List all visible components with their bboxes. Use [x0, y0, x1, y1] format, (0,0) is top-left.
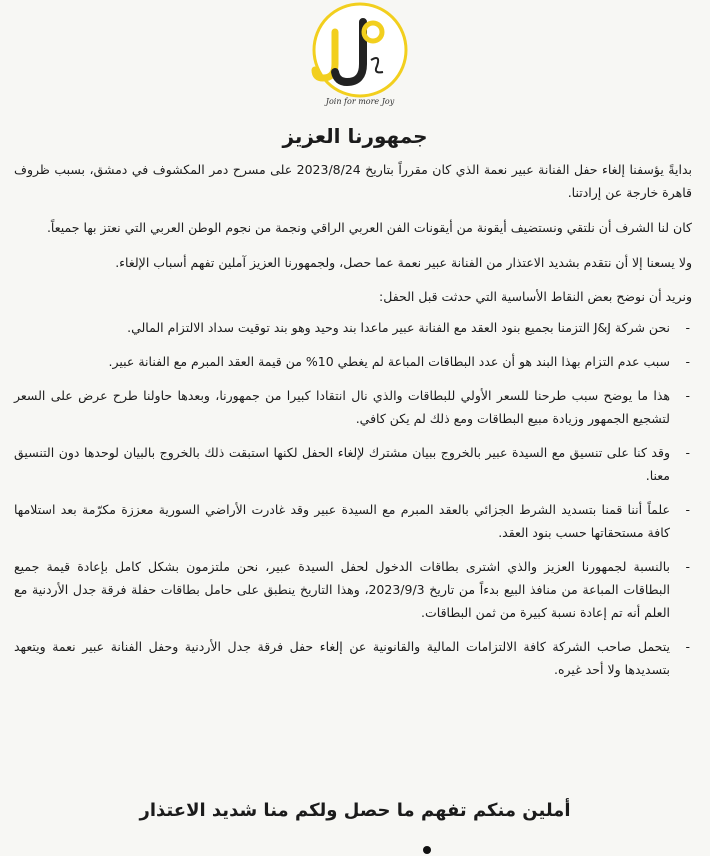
- closing-line: أملين منكم تفهم ما حصل ولكم منا شديد الاعتذار: [139, 800, 571, 821]
- list-item: [14, 555, 692, 624]
- paragraph: ولا يسعنا إلا أن نتقدم بشديد الاعتذار من الفنانة عبير نعمة عما حصل، ولجمهورنا العزيز آملين تفهم أسباب الإلغاء.: [115, 255, 692, 270]
- list-item-text: بالنسبة لجمهورنا العزيز والذي اشترى بطاقات الدخول لحفل السيدة عبير، نحن ملتزمون بشكل كامل بإعادة قيمة جميع البطاقات المباعة من منافذ البيع بدءاً من تاريخ 2023/9/3، وهذا التاريخ ينطبق على حامل بطاقات حفلة فرقة جدل الأردنية مع العلم أنه تم إعادة نسبة كبيرة من ثمن البطاقات.: [14, 559, 670, 620]
- list-item-text: نحن شركة J&J التزمنا بجميع بنود العقد مع الفنانة عبير ماعدا بند وحيد وهو بند توقيت سداد الالتزام المالي.: [127, 320, 670, 335]
- points-intro: ونريد أن نوضح بعض النقاط الأساسية التي حدثت قبل الحفل:: [379, 289, 692, 304]
- list-item-text: علماً أننا قمنا بتسديد الشرط الجزائي بالعقد المبرم مع السيدة عبير وقد غادرت الأراضي السورية معززة مكرّمة بعد استلامها كافة مستحقاتها حسب بنود العقد.: [14, 502, 670, 540]
- list-item: [14, 441, 692, 487]
- list-item-text: يتحمل صاحب الشركة كافة الالتزامات المالية والقانونية عن إلغاء حفل فرقة جدل الأردنية وحفل الفنانة عبير نعمة ويتعهد بتسديدها ولا أحد غيره.: [14, 639, 670, 677]
- list-item: [14, 635, 692, 681]
- page-title: جمهورنا العزيز: [282, 124, 428, 148]
- list-item-text: هذا ما يوضح سبب طرحنا للسعر الأولي للبطاقات والذي نال انتقادا كبيرا من جمهورنا، وبعدها حاولنا طرح عرض على السعر لتشجيع الجمهور وزيادة مبيع البطاقات ومع ذلك لم يكن كافي.: [14, 388, 670, 426]
- bullet-dash: -: [685, 388, 690, 403]
- bullet-dash: -: [685, 559, 690, 574]
- decorative-dot: [423, 846, 431, 854]
- list-item-text: سبب عدم التزام بهذا البند هو أن عدد البطاقات المباعة لم يغطي 10% من قيمة العقد المبرم مع الفنانة عبير.: [108, 354, 670, 369]
- bullet-dash: -: [685, 445, 690, 460]
- statement-body: [14, 158, 692, 692]
- paragraph: بدايةً يؤسفنا إلغاء حفل الفنانة عبير نعمة الذي كان مقرراً بتاريخ 2023/8/24 على مسرح دمر المكشوف في دمشق، بسبب ظروف قاهرة خارجة عن إرادتنا.: [14, 162, 692, 200]
- logo-tagline: Join for more Joy: [325, 97, 395, 106]
- list-item: [14, 316, 692, 339]
- decorative-arc-top-left: [0, 0, 103, 113]
- paragraph: كان لنا الشرف أن نلتقي ونستضيف أيقونة من أيقونات الفن العربي الراقي ونجمة من نجوم الوطن العربي التي نعتز بها جميعاً.: [46, 220, 692, 235]
- list-item: [14, 498, 692, 544]
- logo-icon: [305, 2, 415, 102]
- bullet-dash: -: [685, 354, 690, 369]
- bullet-dash: -: [685, 502, 690, 517]
- bullet-dash: -: [685, 320, 690, 335]
- list-item: [14, 350, 692, 373]
- bullet-dash: -: [685, 639, 690, 654]
- list-item-text: وقد كنا على تنسيق مع السيدة عبير بالخروج ببيان مشترك لإلغاء الحفل لكنها استبقت ذلك بالخروج بالبيان لوحدها دون التنسيق معنا.: [14, 445, 670, 483]
- list-item: [14, 384, 692, 430]
- points-list: [14, 316, 692, 681]
